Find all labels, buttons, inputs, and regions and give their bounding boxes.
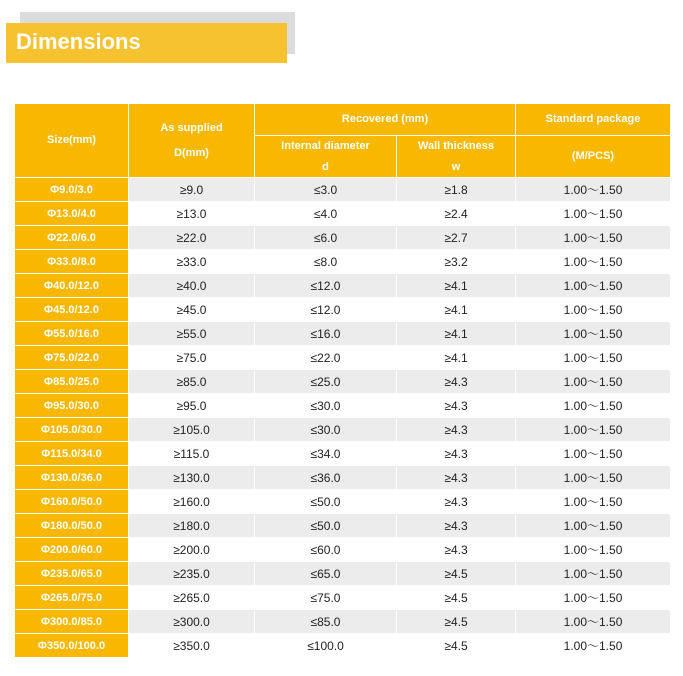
size-cell: Φ55.0/16.0 — [15, 322, 129, 346]
standard-package-cell: 1.00～1.50 — [516, 250, 671, 274]
size-cell: Φ235.0/65.0 — [15, 562, 129, 586]
table-row — [15, 322, 671, 346]
size-cell: Φ105.0/30.0 — [15, 418, 129, 442]
internal-diameter-cell: ≤3.0 — [255, 178, 397, 202]
wall-thickness-cell: ≥4.5 — [397, 562, 516, 586]
table-body — [15, 178, 671, 658]
internal-diameter-cell: ≤6.0 — [255, 226, 397, 250]
standard-package-cell: 1.00～1.50 — [516, 586, 671, 610]
standard-package-cell: 1.00～1.50 — [516, 394, 671, 418]
header-wall-label: Wall thickness — [418, 139, 495, 152]
wall-thickness-cell: ≥1.8 — [397, 178, 516, 202]
table-row — [15, 178, 671, 202]
wall-thickness-cell: ≥4.5 — [397, 610, 516, 634]
table-row — [15, 298, 671, 322]
header-package-unit: (M/PCS) — [516, 136, 671, 178]
table-row — [15, 514, 671, 538]
as-supplied-cell: ≥350.0 — [129, 634, 255, 658]
table-row — [15, 466, 671, 490]
table-row — [15, 490, 671, 514]
wall-thickness-cell: ≥4.3 — [397, 538, 516, 562]
internal-diameter-cell: ≤85.0 — [255, 610, 397, 634]
as-supplied-cell: ≥95.0 — [129, 394, 255, 418]
as-supplied-cell: ≥130.0 — [129, 466, 255, 490]
table-row — [15, 346, 671, 370]
standard-package-cell: 1.00～1.50 — [516, 562, 671, 586]
as-supplied-cell: ≥55.0 — [129, 322, 255, 346]
standard-package-cell: 1.00～1.50 — [516, 370, 671, 394]
standard-package-cell: 1.00～1.50 — [516, 514, 671, 538]
table-row — [15, 442, 671, 466]
internal-diameter-cell: ≤75.0 — [255, 586, 397, 610]
wall-thickness-cell: ≥3.2 — [397, 250, 516, 274]
as-supplied-cell: ≥265.0 — [129, 586, 255, 610]
size-cell: Φ22.0/6.0 — [15, 226, 129, 250]
header-internal-diameter — [255, 136, 397, 178]
wall-thickness-cell: ≥4.5 — [397, 586, 516, 610]
dimensions-table — [14, 103, 671, 658]
table-row — [15, 226, 671, 250]
internal-diameter-cell: ≤65.0 — [255, 562, 397, 586]
standard-package-cell: 1.00～1.50 — [516, 634, 671, 658]
table-row — [15, 274, 671, 298]
size-cell: Φ75.0/22.0 — [15, 346, 129, 370]
as-supplied-cell: ≥180.0 — [129, 514, 255, 538]
internal-diameter-cell: ≤50.0 — [255, 490, 397, 514]
size-cell: Φ33.0/8.0 — [15, 250, 129, 274]
size-cell: Φ85.0/25.0 — [15, 370, 129, 394]
as-supplied-cell: ≥160.0 — [129, 490, 255, 514]
header-wall-thickness — [397, 136, 516, 178]
as-supplied-cell: ≥40.0 — [129, 274, 255, 298]
header-as-supplied — [129, 104, 255, 178]
size-cell: Φ9.0/3.0 — [15, 178, 129, 202]
wall-thickness-cell: ≥4.1 — [397, 298, 516, 322]
header-wall-symbol: w — [451, 161, 461, 173]
standard-package-cell: 1.00～1.50 — [516, 442, 671, 466]
internal-diameter-cell: ≤16.0 — [255, 322, 397, 346]
as-supplied-cell: ≥105.0 — [129, 418, 255, 442]
header-size: Size(mm) — [15, 104, 129, 178]
size-cell: Φ40.0/12.0 — [15, 274, 129, 298]
internal-diameter-cell: ≤34.0 — [255, 442, 397, 466]
wall-thickness-cell: ≥4.1 — [397, 346, 516, 370]
as-supplied-cell: ≥200.0 — [129, 538, 255, 562]
header-recovered: Recovered (mm) — [255, 104, 516, 136]
size-cell: Φ350.0/100.0 — [15, 634, 129, 658]
size-cell: Φ95.0/30.0 — [15, 394, 129, 418]
wall-thickness-cell: ≥4.3 — [397, 418, 516, 442]
size-cell: Φ180.0/50.0 — [15, 514, 129, 538]
internal-diameter-cell: ≤12.0 — [255, 274, 397, 298]
table-row — [15, 418, 671, 442]
standard-package-cell: 1.00～1.50 — [516, 466, 671, 490]
wall-thickness-cell: ≥4.3 — [397, 514, 516, 538]
wall-thickness-cell: ≥4.1 — [397, 274, 516, 298]
wall-thickness-cell: ≥4.3 — [397, 394, 516, 418]
table-row — [15, 250, 671, 274]
as-supplied-cell: ≥75.0 — [129, 346, 255, 370]
standard-package-cell: 1.00～1.50 — [516, 202, 671, 226]
as-supplied-cell: ≥45.0 — [129, 298, 255, 322]
wall-thickness-cell: ≥4.3 — [397, 370, 516, 394]
title-banner — [6, 23, 287, 63]
as-supplied-cell: ≥85.0 — [129, 370, 255, 394]
table-row — [15, 634, 671, 658]
header-package: Standard package — [516, 104, 671, 136]
page-title: Dimensions — [16, 29, 141, 54]
table-row — [15, 538, 671, 562]
internal-diameter-cell: ≤60.0 — [255, 538, 397, 562]
internal-diameter-cell: ≤100.0 — [255, 634, 397, 658]
standard-package-cell: 1.00～1.50 — [516, 322, 671, 346]
table-row — [15, 610, 671, 634]
size-cell: Φ300.0/85.0 — [15, 610, 129, 634]
internal-diameter-cell: ≤8.0 — [255, 250, 397, 274]
wall-thickness-cell: ≥4.1 — [397, 322, 516, 346]
as-supplied-cell: ≥13.0 — [129, 202, 255, 226]
table-row — [15, 586, 671, 610]
size-cell: Φ130.0/36.0 — [15, 466, 129, 490]
internal-diameter-cell: ≤4.0 — [255, 202, 397, 226]
internal-diameter-cell: ≤36.0 — [255, 466, 397, 490]
table-row — [15, 562, 671, 586]
as-supplied-cell: ≥33.0 — [129, 250, 255, 274]
internal-diameter-cell: ≤30.0 — [255, 394, 397, 418]
size-cell: Φ45.0/12.0 — [15, 298, 129, 322]
standard-package-cell: 1.00～1.50 — [516, 298, 671, 322]
internal-diameter-cell: ≤50.0 — [255, 514, 397, 538]
as-supplied-cell: ≥235.0 — [129, 562, 255, 586]
header-internal-label: Internal diameter — [281, 139, 370, 152]
internal-diameter-cell: ≤30.0 — [255, 418, 397, 442]
size-cell: Φ160.0/50.0 — [15, 490, 129, 514]
standard-package-cell: 1.00～1.50 — [516, 346, 671, 370]
header-internal-symbol: d — [322, 161, 329, 173]
size-cell: Φ115.0/34.0 — [15, 442, 129, 466]
standard-package-cell: 1.00～1.50 — [516, 178, 671, 202]
header-as-supplied-unit: D(mm) — [174, 146, 209, 159]
table-row — [15, 202, 671, 226]
size-cell: Φ265.0/75.0 — [15, 586, 129, 610]
as-supplied-cell: ≥115.0 — [129, 442, 255, 466]
size-cell: Φ13.0/4.0 — [15, 202, 129, 226]
as-supplied-cell: ≥9.0 — [129, 178, 255, 202]
wall-thickness-cell: ≥2.4 — [397, 202, 516, 226]
wall-thickness-cell: ≥4.5 — [397, 634, 516, 658]
standard-package-cell: 1.00～1.50 — [516, 538, 671, 562]
wall-thickness-cell: ≥2.7 — [397, 226, 516, 250]
header-as-supplied-label: As supplied — [160, 122, 223, 135]
standard-package-cell: 1.00～1.50 — [516, 610, 671, 634]
wall-thickness-cell: ≥4.3 — [397, 490, 516, 514]
internal-diameter-cell: ≤12.0 — [255, 298, 397, 322]
internal-diameter-cell: ≤22.0 — [255, 346, 397, 370]
size-cell: Φ200.0/60.0 — [15, 538, 129, 562]
table-row — [15, 394, 671, 418]
wall-thickness-cell: ≥4.3 — [397, 466, 516, 490]
internal-diameter-cell: ≤25.0 — [255, 370, 397, 394]
as-supplied-cell: ≥300.0 — [129, 610, 255, 634]
standard-package-cell: 1.00～1.50 — [516, 226, 671, 250]
wall-thickness-cell: ≥4.3 — [397, 442, 516, 466]
standard-package-cell: 1.00～1.50 — [516, 274, 671, 298]
as-supplied-cell: ≥22.0 — [129, 226, 255, 250]
standard-package-cell: 1.00～1.50 — [516, 418, 671, 442]
table-row — [15, 370, 671, 394]
standard-package-cell: 1.00～1.50 — [516, 490, 671, 514]
